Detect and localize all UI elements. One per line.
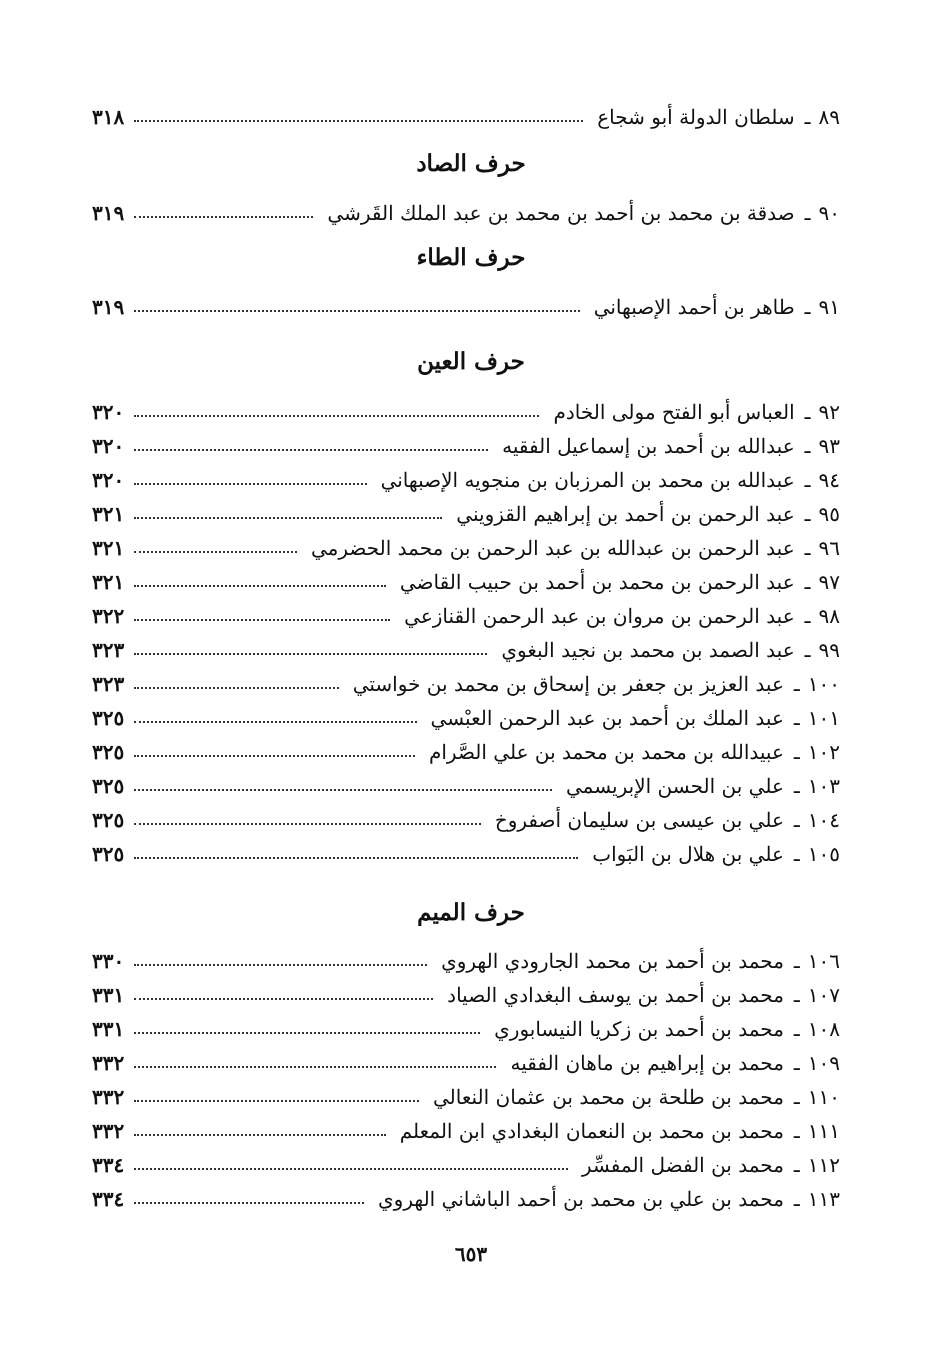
section-heading-sad: حرف الصاد (416, 150, 526, 177)
entry-number: ١٠٣ (807, 774, 840, 798)
entry-page-number: ٣٣٢ (92, 1085, 125, 1109)
entry-page-number: ٣٢٥ (92, 842, 125, 866)
entry-number: ١١١ (807, 1119, 840, 1143)
dot-leader (134, 415, 539, 417)
index-entry (92, 769, 840, 803)
index-entry (92, 100, 840, 134)
index-entry (92, 599, 840, 633)
entry-number: ١١٢ (807, 1153, 840, 1177)
entry-page-number: ٣٣١ (92, 1017, 125, 1041)
index-entry (92, 395, 840, 429)
entry-name: سلطان الدولة أبو شجاع (597, 105, 795, 129)
entry-number: ٨٩ (818, 105, 840, 129)
entry-separator: ـ (804, 536, 811, 560)
entry-page-number: ٣٢٥ (92, 740, 125, 764)
dot-leader (134, 789, 552, 791)
entry-name: عبد الملك بن أحمد بن عبد الرحمن العبْسي (430, 706, 784, 730)
dot-leader (134, 120, 583, 122)
entry-page-number: ٣٢٠ (92, 400, 125, 424)
index-entry (92, 701, 840, 735)
index-entry (92, 1046, 840, 1080)
entry-name: محمد بن محمد بن النعمان البغدادي ابن المعلم (399, 1119, 784, 1143)
dot-leader (134, 687, 338, 689)
entry-separator: ـ (804, 105, 811, 129)
dot-leader (134, 585, 386, 587)
index-entry (92, 803, 840, 837)
section-heading-taa: حرف الطاء (416, 244, 526, 271)
index-entry (92, 1148, 840, 1182)
entry-separator: ـ (804, 201, 811, 225)
dot-leader (134, 857, 578, 859)
entry-number: ١٠٥ (807, 842, 840, 866)
entry-name: عبدالله بن أحمد بن إسماعيل الفقيه (502, 434, 795, 458)
entry-number: ٩٠ (818, 201, 840, 225)
entry-page-number: ٣٢٣ (92, 638, 125, 662)
entry-page-number: ٣٣٤ (92, 1153, 125, 1177)
dot-leader (134, 1168, 568, 1170)
index-entry (92, 531, 840, 565)
entry-separator: ـ (793, 808, 800, 832)
entry-page-number: ٣٢٥ (92, 706, 125, 730)
entry-separator: ـ (804, 295, 811, 319)
entry-separator: ـ (793, 983, 800, 1007)
entry-number: ٩٧ (818, 570, 840, 594)
index-entry (92, 1114, 840, 1148)
index-entry (92, 429, 840, 463)
entry-number: ٩٢ (818, 400, 840, 424)
entry-number: ٩٨ (818, 604, 840, 628)
entry-name: عبد الرحمن بن أحمد بن إبراهيم القزويني (456, 502, 795, 526)
dot-leader (134, 1202, 364, 1204)
entry-number: ١٠٦ (807, 949, 840, 973)
dot-leader (134, 310, 579, 312)
entry-name: محمد بن علي بن محمد بن أحمد الباشاني الهروي (378, 1187, 784, 1211)
entry-number: ٩٦ (818, 536, 840, 560)
entry-page-number: ٣١٩ (92, 201, 125, 225)
index-entry (92, 1080, 840, 1114)
entry-page-number: ٣٣٢ (92, 1051, 125, 1075)
dot-leader (134, 823, 481, 825)
entry-name: عبد الرحمن بن عبدالله بن عبد الرحمن بن محمد الحضرمي (310, 536, 795, 560)
index-entry (92, 978, 840, 1012)
index-entry (92, 667, 840, 701)
index-entry (92, 944, 840, 978)
dot-leader (134, 449, 488, 451)
entry-number: ١٠٢ (807, 740, 840, 764)
entry-name: العباس أبو الفتح مولى الخادم (553, 400, 795, 424)
entry-separator: ـ (793, 672, 800, 696)
entry-separator: ـ (804, 638, 811, 662)
entry-number: ١١٠ (807, 1085, 840, 1109)
index-entry (92, 735, 840, 769)
entry-name: محمد بن طلحة بن محمد بن عثمان النعالي (432, 1085, 784, 1109)
entry-number: ١٠٤ (807, 808, 840, 832)
entry-name: عبد الرحمن بن مروان بن عبد الرحمن القنازعي (404, 604, 795, 628)
entry-separator: ـ (804, 400, 811, 424)
dot-leader (134, 216, 313, 218)
entry-separator: ـ (793, 1153, 800, 1177)
entry-name: علي بن عيسى بن سليمان أصفروخ (494, 808, 784, 832)
section-heading-ayn: حرف العين (417, 348, 525, 375)
entry-page-number: ٣٢١ (92, 502, 125, 526)
entry-number: ١٠٩ (807, 1051, 840, 1075)
index-entry (92, 463, 840, 497)
dot-leader (134, 964, 427, 966)
entry-page-number: ٣٣٢ (92, 1119, 125, 1143)
index-entry (92, 290, 840, 324)
dot-leader (134, 1134, 385, 1136)
entry-page-number: ٣٣١ (92, 983, 125, 1007)
entry-separator: ـ (804, 434, 811, 458)
entry-number: ١٠١ (807, 706, 840, 730)
entry-number: ٩٩ (818, 638, 840, 662)
entry-page-number: ٣١٨ (92, 105, 125, 129)
page-number: ٦٥٣ (454, 1242, 488, 1266)
index-entry (92, 565, 840, 599)
entry-name: علي بن هلال بن البَواب (592, 842, 784, 866)
entry-number: ٩٥ (818, 502, 840, 526)
entry-page-number: ٣١٩ (92, 295, 125, 319)
entry-number: ١٠٨ (807, 1017, 840, 1041)
dot-leader (134, 483, 366, 485)
entry-separator: ـ (793, 1119, 800, 1143)
entry-separator: ـ (793, 1085, 800, 1109)
entry-number: ٩٣ (818, 434, 840, 458)
dot-leader (134, 755, 415, 757)
entry-page-number: ٣٢٢ (92, 604, 125, 628)
index-entry (92, 633, 840, 667)
dot-leader (134, 721, 416, 723)
index-entry (92, 1012, 840, 1046)
dot-leader (134, 998, 433, 1000)
entry-name: محمد بن أحمد بن محمد الجارودي الهروي (441, 949, 784, 973)
entry-separator: ـ (804, 468, 811, 492)
entry-page-number: ٣٢٥ (92, 808, 125, 832)
entry-page-number: ٣٢٥ (92, 774, 125, 798)
dot-leader (134, 517, 442, 519)
entry-page-number: ٣٢٠ (92, 434, 125, 458)
entry-page-number: ٣٣٤ (92, 1187, 125, 1211)
entry-separator: ـ (793, 842, 800, 866)
entry-page-number: ٣٣٠ (92, 949, 125, 973)
entry-name: محمد بن أحمد بن يوسف البغدادي الصياد (447, 983, 784, 1007)
index-entry (92, 196, 840, 230)
entry-separator: ـ (804, 502, 811, 526)
entry-separator: ـ (793, 1017, 800, 1041)
entry-name: عبد الرحمن بن محمد بن أحمد بن حبيب القاضي (399, 570, 795, 594)
index-entry (92, 837, 840, 871)
dot-leader (134, 1066, 496, 1068)
entry-name: عبدالله بن محمد بن المرزبان بن منجويه الإصبهاني (380, 468, 795, 492)
entry-separator: ـ (804, 570, 811, 594)
entry-number: ١٠٠ (807, 672, 840, 696)
entry-page-number: ٣٢٣ (92, 672, 125, 696)
entry-name: محمد بن الفضل المفسِّر (581, 1153, 784, 1177)
entry-page-number: ٣٢١ (92, 536, 125, 560)
dot-leader (134, 653, 487, 655)
entry-name: عبد العزيز بن جعفر بن إسحاق بن محمد بن خواستي (352, 672, 784, 696)
entry-name: صدقة بن محمد بن أحمد بن محمد بن عبد الملك القَرشي (327, 201, 795, 225)
dot-leader (134, 1032, 480, 1034)
index-entry (92, 1182, 840, 1216)
entry-separator: ـ (793, 1051, 800, 1075)
entry-number: ٩٤ (818, 468, 840, 492)
dot-leader (134, 1100, 419, 1102)
entry-name: عبيدالله بن محمد بن محمد بن علي الصَّرام (428, 740, 784, 764)
index-entry (92, 497, 840, 531)
entry-separator: ـ (793, 740, 800, 764)
entry-separator: ـ (793, 949, 800, 973)
entry-separator: ـ (793, 1187, 800, 1211)
entry-separator: ـ (804, 604, 811, 628)
entry-name: علي بن الحسن الإبريسمي (565, 774, 784, 798)
entry-number: ١١٣ (807, 1187, 840, 1211)
entry-name: عبد الصمد بن محمد بن نجيد البغوي (501, 638, 795, 662)
entry-separator: ـ (793, 706, 800, 730)
entry-page-number: ٣٢١ (92, 570, 125, 594)
section-heading-mim: حرف الميم (417, 899, 525, 926)
entry-page-number: ٣٢٠ (92, 468, 125, 492)
entry-name: طاهر بن أحمد الإصبهاني (593, 295, 795, 319)
entry-number: ٩١ (818, 295, 840, 319)
entry-name: محمد بن إبراهيم بن ماهان الفقيه (510, 1051, 784, 1075)
entry-number: ١٠٧ (807, 983, 840, 1007)
entry-name: محمد بن أحمد بن زكريا النيسابوري (494, 1017, 784, 1041)
entry-separator: ـ (793, 774, 800, 798)
dot-leader (134, 551, 297, 553)
dot-leader (134, 619, 390, 621)
